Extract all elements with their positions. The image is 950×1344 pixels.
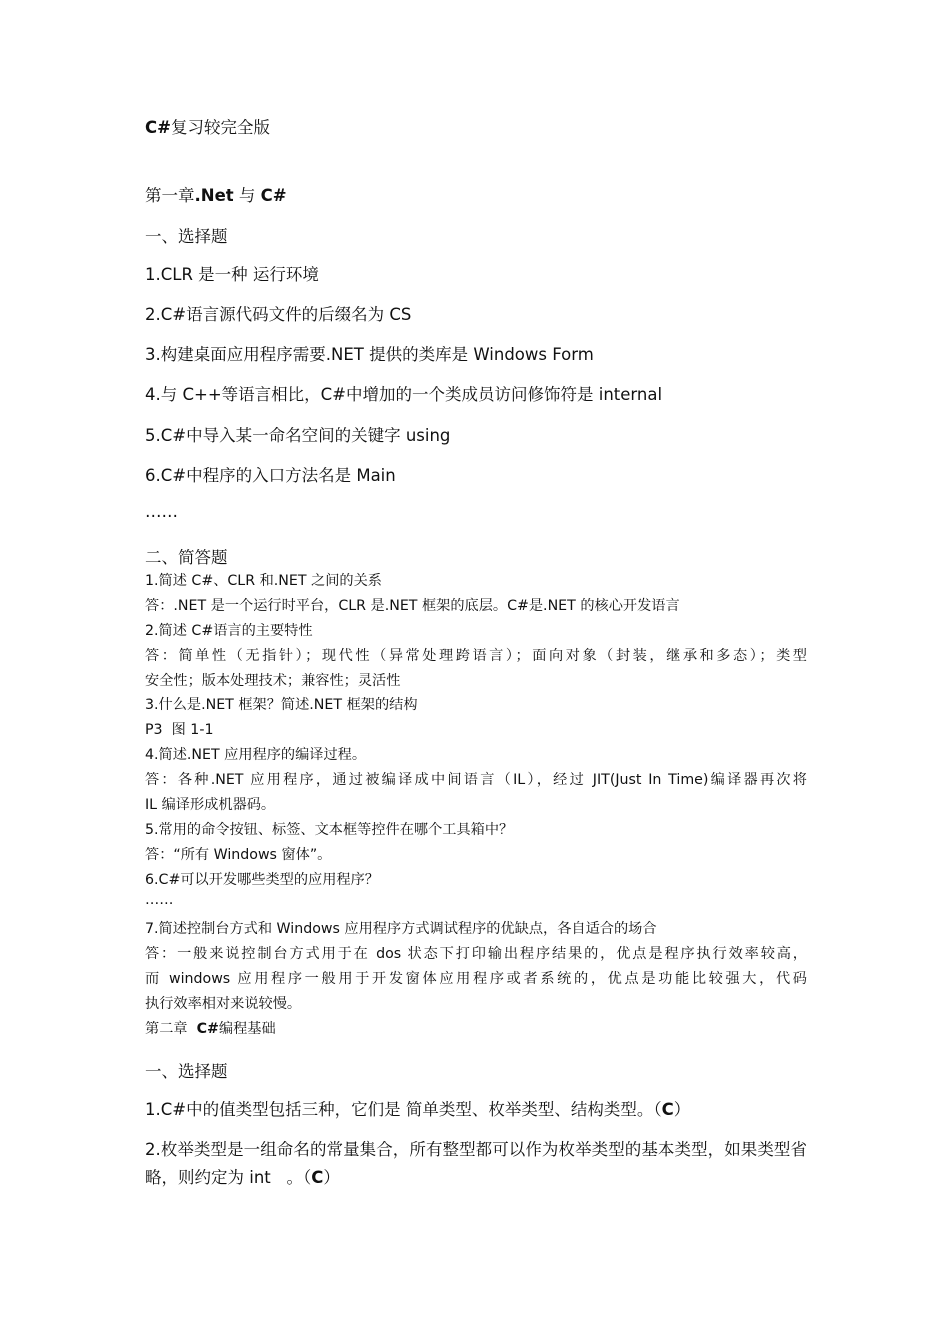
question-text: 略，则约定为 int 。（ xyxy=(145,1168,312,1187)
ch1-choice-item: 4.与 C++等语言相比，C#中增加的一个类成员访问修饰符是 internal xyxy=(145,385,663,404)
chapter-1-net: .Net xyxy=(194,186,234,205)
document-title xyxy=(145,114,270,138)
chapter-2-prefix: 第二章 xyxy=(145,1021,197,1037)
title-rest: 复习较完全版 xyxy=(170,118,270,137)
chapter-1-mid: 与 xyxy=(233,186,261,205)
ch1-short-line: P3 图 1-1 xyxy=(145,722,214,738)
ch1-short-line: 答：简单性（无指针）；现代性（异常处理跨语言）；面向对象（封装，继承和多态）；类型 xyxy=(145,648,807,664)
question-close: ） xyxy=(673,1100,691,1119)
ch1-short-line: 3.什么是.NET 框架？简述.NET 框架的结构 xyxy=(145,697,418,713)
ch1-short-line: 1.简述 C#、CLR 和.NET 之间的关系 xyxy=(145,573,382,589)
ch1-choice-item: 6.C#中程序的入口方法名是 Main xyxy=(145,466,396,485)
question-text: 1.C#中的值类型包括三种，它们是 简单类型、枚举类型、结构类型。（ xyxy=(145,1100,662,1119)
ch1-short-line: 4.简述.NET 应用程序的编译过程。 xyxy=(145,747,367,763)
chapter-2-heading xyxy=(145,1018,276,1038)
ch1-short-line: 答：各种.NET 应用程序，通过被编译成中间语言（IL），经过 JIT(Just In Time)编译器再次将 xyxy=(145,772,807,788)
ch1-short-line: …… xyxy=(145,892,174,908)
ch1-short-line: 安全性；版本处理技术；兼容性；灵活性 xyxy=(145,673,401,689)
ch1-short-line: 5.常用的命令按钮、标签、文本框等控件在哪个工具箱中？ xyxy=(145,822,514,838)
ch2-question-2-line-1: 2.枚举类型是一组命名的常量集合，所有整型都可以作为枚举类型的基本类型，如果类型省 xyxy=(145,1140,807,1159)
ch1-short-line: 而 windows 应用程序一般用于开发窗体应用程序或者系统的，优点是功能比较强大，代码 xyxy=(145,971,807,987)
chapter-1-prefix: 第一章 xyxy=(145,186,195,205)
ch1-short-line: 答：.NET 是一个运行时平台，CLR 是.NET 框架的底层。C#是.NET 的核心开发语言 xyxy=(145,598,680,614)
chapter-2-csharp: C# xyxy=(196,1021,219,1037)
chapter-2-rest: 编程基础 xyxy=(218,1021,276,1037)
ch1-short-line: 2.简述 C#语言的主要特性 xyxy=(145,623,313,639)
ch1-choice-item: …… xyxy=(145,502,178,521)
chapter-1-csharp: C# xyxy=(260,186,287,205)
question-close: ） xyxy=(323,1168,340,1187)
ch1-choice-item: 2.C#语言源代码文件的后缀名为 CS xyxy=(145,305,412,324)
ch2-question-2-line-2 xyxy=(145,1164,340,1188)
ch1-choice-item: 3.构建桌面应用程序需要.NET 提供的类库是 Windows Form xyxy=(145,345,594,364)
ch1-short-line: 7.简述控制台方式和 Windows 应用程序方式调试程序的优缺点，各自适合的场合 xyxy=(145,921,657,937)
ch2-choice-heading: 一、选择题 xyxy=(145,1062,228,1081)
ch1-choice-item: 1.CLR 是一种 运行环境 xyxy=(145,265,319,284)
answer-letter: C xyxy=(311,1168,324,1187)
chapter-1-heading xyxy=(145,182,287,206)
ch1-short-line: 执行效率相对来说较慢。 xyxy=(145,996,302,1012)
title-prefix: C# xyxy=(145,118,171,137)
answer-letter: C xyxy=(661,1100,674,1119)
ch1-choice-item: 5.C#中导入某一命名空间的关键字 using xyxy=(145,426,451,445)
ch2-question-1 xyxy=(145,1096,690,1120)
ch1-short-line: 6.C#可以开发哪些类型的应用程序？ xyxy=(145,872,379,888)
ch1-short-line: 答：“所有 Windows 窗体”。 xyxy=(145,847,332,863)
ch1-choice-heading: 一、选择题 xyxy=(145,227,228,246)
ch1-short-line: 答：一般来说控制台方式用于在 dos 状态下打印输出程序结果的，优点是程序执行效率较高， xyxy=(145,946,807,962)
ch1-short-heading: 二、简答题 xyxy=(145,548,228,567)
ch1-short-line: IL 编译形成机器码。 xyxy=(145,797,276,813)
